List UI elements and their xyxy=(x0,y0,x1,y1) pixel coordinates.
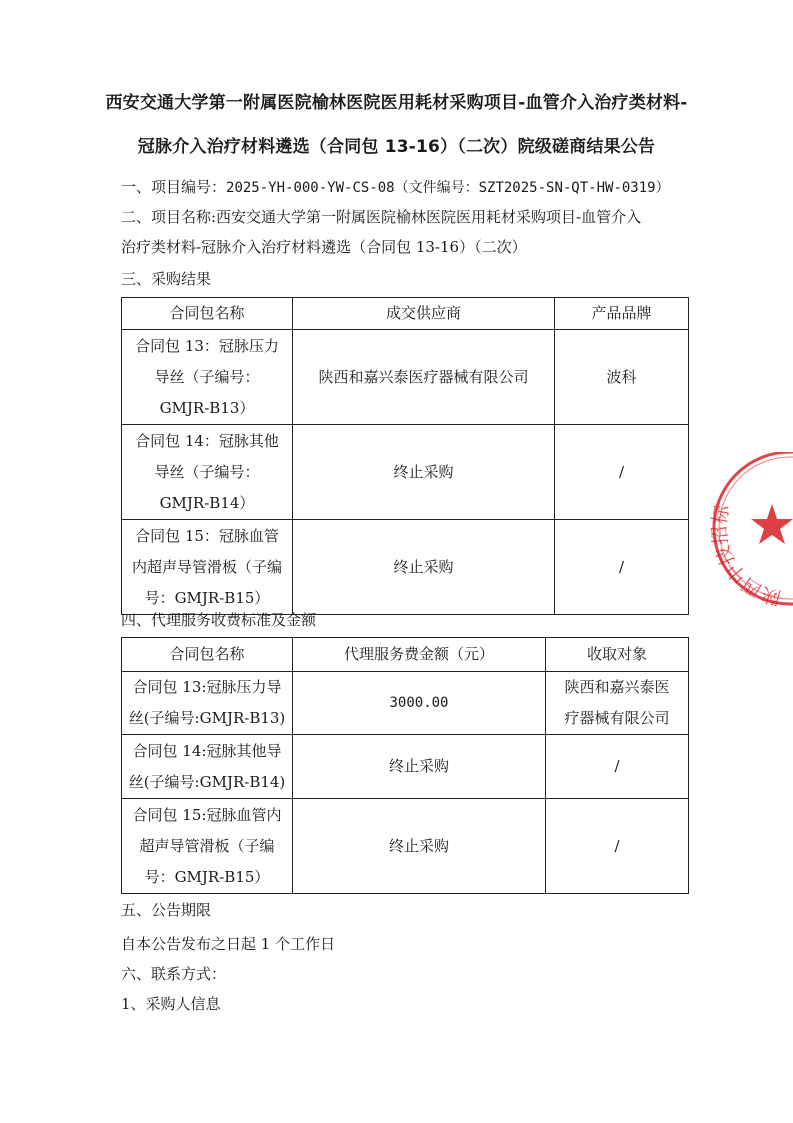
supplier-cell: 终止采购 xyxy=(293,520,555,615)
table-row xyxy=(122,735,689,799)
brand-cell: / xyxy=(555,520,689,615)
announcement-period-text: 自本公告发布之日起 1 个工作日 xyxy=(121,935,336,953)
cell-line: 内超声导管滑板（子编 xyxy=(131,557,282,576)
notice-title-line2: 冠脉介入治疗材料遴选（合同包 13-16）（二次）院级磋商结果公告 xyxy=(137,137,656,157)
cell-line: 合同包 15：冠脉血管 xyxy=(135,526,279,545)
cell-line: 合同包 14:冠脉其他导 xyxy=(132,741,282,760)
header-cell: 产品品牌 xyxy=(555,298,689,330)
cell-line: 合同包 14：冠脉其他 xyxy=(135,431,279,450)
package-name-cell xyxy=(122,672,293,735)
table-row xyxy=(122,520,689,615)
cell-line: 超声导管滑板（子编 xyxy=(139,836,275,855)
project-name-line2: 治疗类材料-冠脉介入治疗材料遴选（合同包 13-16）（二次） xyxy=(121,238,527,256)
package-name-cell xyxy=(122,735,293,799)
table-row xyxy=(122,330,689,425)
supplier-cell: 陕西和嘉兴泰医疗器械有限公司 xyxy=(293,330,555,425)
cell-line: GMJR-B13） xyxy=(159,398,255,417)
table-row xyxy=(122,425,689,520)
brand-cell: / xyxy=(555,425,689,520)
cell-line: 导丝（子编号： xyxy=(154,367,260,386)
fee-cell: 终止采购 xyxy=(293,735,546,799)
cell-line: 疗器械有限公司 xyxy=(564,709,670,727)
cell-line: 合同包 15:冠脉血管内 xyxy=(132,805,282,824)
header-cell: 代理服务费金额（元） xyxy=(293,638,546,672)
header-cell: 合同包名称 xyxy=(122,638,293,672)
project-name-line1: 二、项目名称:西安交通大学第一附属医院榆林医院医用耗材采购项目-血管介入 xyxy=(121,208,642,226)
table-row xyxy=(122,799,689,894)
package-name-cell xyxy=(122,799,293,894)
package-name-cell xyxy=(122,520,293,615)
table-header-row xyxy=(122,298,689,330)
fee-cell: 3000.00 xyxy=(293,672,546,735)
supplier-cell: 终止采购 xyxy=(293,425,555,520)
star-icon xyxy=(751,504,793,544)
official-seal xyxy=(700,452,793,612)
payer-cell: / xyxy=(546,799,689,894)
cell-line: 丝(子编号:GMJR-B13) xyxy=(128,709,286,727)
cell-line: 号：GMJR-B15） xyxy=(144,588,270,607)
cell-line: 陕西和嘉兴泰医 xyxy=(564,678,670,696)
fee-cell: 终止采购 xyxy=(293,799,546,894)
seal-text: 陕西中技招标 xyxy=(708,503,784,609)
section-heading-period: 五、公告期限 xyxy=(121,901,212,919)
cell-line: 合同包 13：冠脉压力 xyxy=(135,336,279,355)
cell-line: 合同包 13:冠脉压力导 xyxy=(132,678,282,696)
section-heading-results: 三、采购结果 xyxy=(121,270,212,288)
project-number-label: 一、项目编号： xyxy=(121,178,227,196)
table-row xyxy=(122,672,689,735)
header-cell: 成交供应商 xyxy=(293,298,555,330)
package-name-cell xyxy=(122,425,293,520)
fees-table xyxy=(121,637,689,894)
notice-title-line1: 西安交通大学第一附属医院榆林医院医用耗材采购项目-血管介入治疗类材料- xyxy=(105,93,688,113)
header-cell: 合同包名称 xyxy=(122,298,293,330)
payer-cell xyxy=(546,672,689,735)
project-number-value: 2025-YH-000-YW-CS-08（文件编号：SZT2025-SN-QT-HW-0319） xyxy=(226,180,670,196)
package-name-cell xyxy=(122,330,293,425)
cell-line: GMJR-B14） xyxy=(159,493,255,512)
project-number xyxy=(121,176,670,197)
seal-icon xyxy=(700,452,793,612)
section-heading-contact: 六、联系方式： xyxy=(121,965,227,983)
payer-cell: / xyxy=(546,735,689,799)
cell-line: 丝(子编号:GMJR-B14) xyxy=(128,772,286,791)
results-table xyxy=(121,297,689,615)
table-header-row xyxy=(122,638,689,672)
purchaser-info-heading: 1、采购人信息 xyxy=(121,995,221,1013)
cell-line: 号：GMJR-B15） xyxy=(144,867,270,886)
brand-cell: 波科 xyxy=(555,330,689,425)
section-heading-fees: 四、代理服务收费标准及金额 xyxy=(121,611,317,629)
cell-line: 导丝（子编号： xyxy=(154,462,260,481)
header-cell: 收取对象 xyxy=(546,638,689,672)
